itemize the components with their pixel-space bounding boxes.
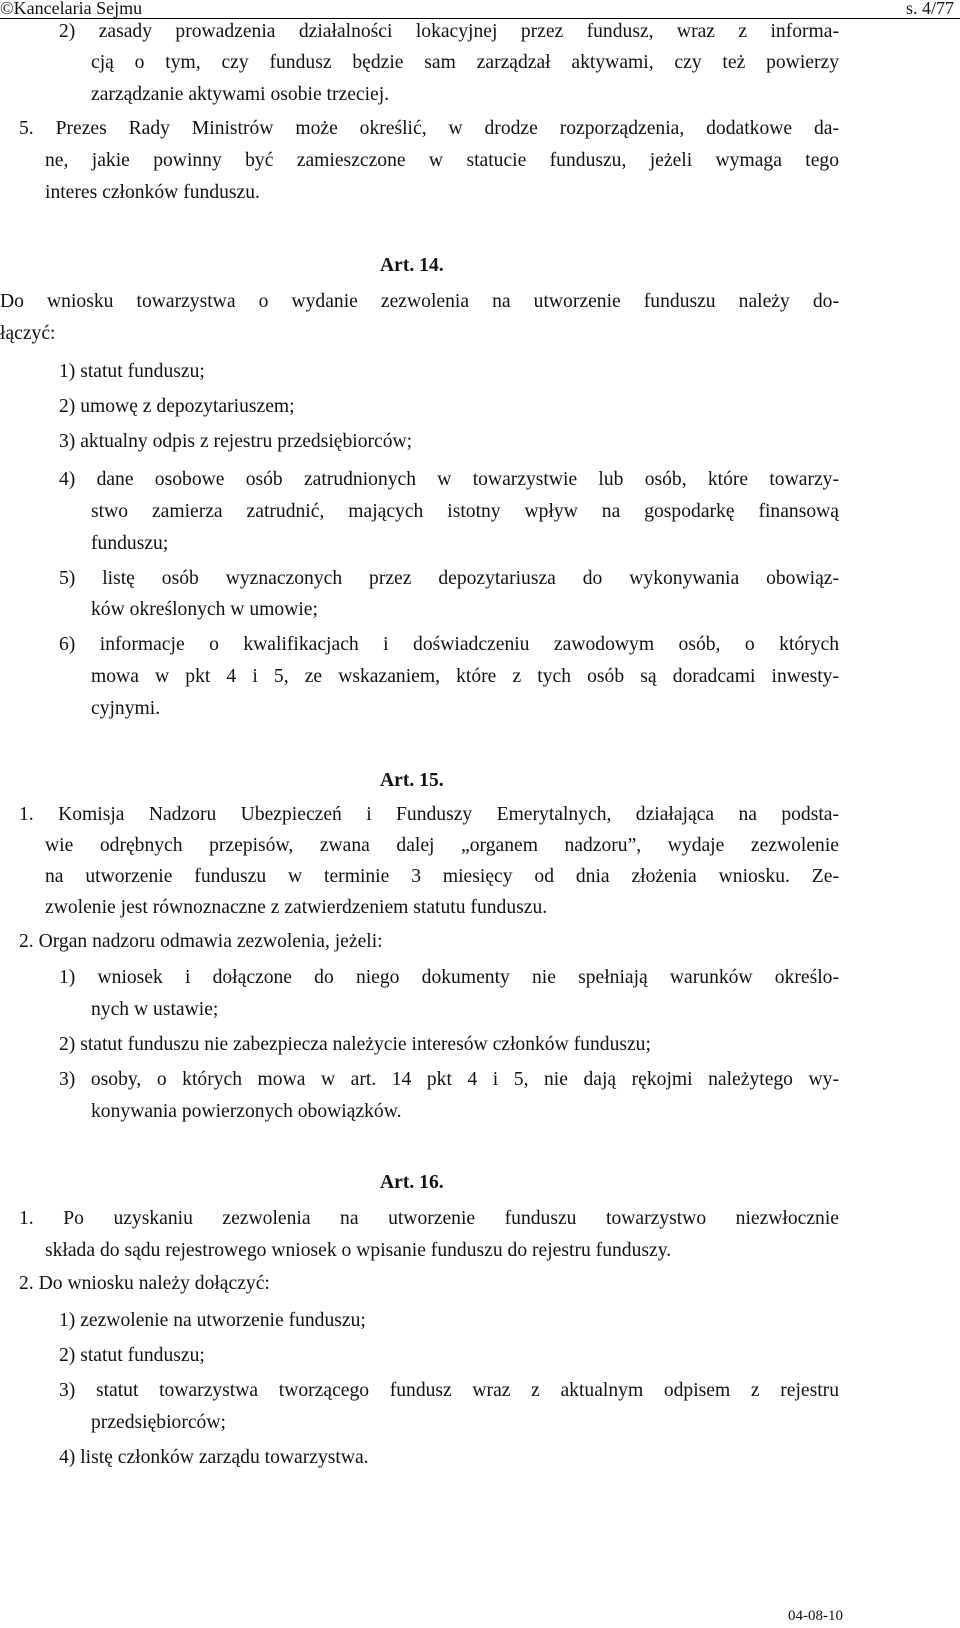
text-line: przedsiębiorców; — [91, 1412, 226, 1433]
text-line: ków określonych w umowie; — [91, 599, 318, 620]
text-line: konywania powierzonych obowiązków. — [91, 1101, 402, 1122]
text-line: składa do sądu rejestrowego wniosek o wpisanie funduszu do rejestru funduszy. — [45, 1240, 672, 1261]
list-item: 2) statut funduszu; — [59, 1345, 205, 1366]
art16-paragraph-2: 2. Do wniosku należy dołączyć: — [19, 1273, 270, 1294]
list-item: 5) listę osób wyznaczonych przez depozytariusza do wykonywania obowiąz- — [59, 568, 839, 589]
text-line: 2) zasady prowadzenia działalności lokacyjnej przez fundusz, wraz z informa- — [59, 21, 839, 42]
text-line: 1. Po uzyskaniu zezwolenia na utworzenie funduszu towarzystwo niezwłocznie — [19, 1208, 839, 1229]
text-line: stwo zamierza zatrudnić, mających istotny wpływ na gospodarkę finansową — [91, 501, 839, 522]
text-line: mowa w pkt 4 i 5, ze wskazaniem, które z tych osób są doradcami inwesty- — [91, 666, 839, 687]
text-line: zwolenie jest równoznaczne z zatwierdzeniem statutu funduszu. — [45, 897, 548, 918]
list-item: 4) listę członków zarządu towarzystwa. — [59, 1447, 369, 1468]
list-item: 3) osoby, o których mowa w art. 14 pkt 4 i 5, nie dają rękojmi należytego wy- — [59, 1069, 839, 1090]
text-line: funduszu; — [91, 533, 169, 554]
list-item: 3) statut towarzystwa tworzącego fundusz wraz z aktualnym odpisem z rejestru — [59, 1380, 839, 1401]
text-line: na utworzenie funduszu w terminie 3 miesięcy od dnia złożenia wniosku. Ze- — [45, 866, 839, 887]
list-item: 1) zezwolenie na utworzenie funduszu; — [59, 1310, 366, 1331]
text-line: interes członków funduszu. — [45, 182, 260, 203]
article-heading: Art. 15. — [380, 770, 444, 791]
text-line: wie odrębnych przepisów, zwana dalej „organem nadzoru”, wydaje zezwolenie — [45, 835, 839, 856]
text-line: 5. Prezes Rady Ministrów może określić, w drodze rozporządzenia, dodatkowe da- — [19, 118, 839, 139]
list-item: 3) aktualny odpis z rejestru przedsiębiorców; — [59, 431, 413, 452]
list-item: 1) statut funduszu; — [59, 361, 205, 382]
footer-date: 04-08-10 — [788, 1608, 843, 1624]
text-line: ne, jakie powinny być zamieszczone w statucie funduszu, jeżeli wymaga tego — [45, 150, 839, 171]
page-number: s. 4/77 — [906, 0, 955, 18]
text-line: Do wniosku towarzystwa o wydanie zezwolenia na utworzenie funduszu należy do- — [0, 291, 839, 312]
text-line: łączyć: — [0, 323, 56, 344]
article-heading: Art. 16. — [380, 1172, 444, 1193]
list-item: 6) informacje o kwalifikacjach i doświadczeniu zawodowym osób, o których — [59, 634, 839, 655]
art15-paragraph-2: 2. Organ nadzoru odmawia zezwolenia, jeżeli: — [19, 931, 383, 952]
text-line: cją o tym, czy fundusz będzie sam zarządzał aktywami, czy też powierzy — [91, 52, 839, 73]
list-item: 2) umowę z depozytariuszem; — [59, 396, 295, 417]
text-line: zarządzanie aktywami osobie trzeciej. — [91, 84, 390, 105]
list-item: 4) dane osobowe osób zatrudnionych w towarzystwie lub osób, które towarzy- — [59, 469, 839, 490]
text-line: nych w ustawie; — [91, 999, 219, 1020]
text-line: 1. Komisja Nadzoru Ubezpieczeń i Funduszy Emerytalnych, działająca na podsta- — [19, 804, 839, 825]
header-source: ©Kancelaria Sejmu — [0, 0, 143, 18]
list-item: 2) statut funduszu nie zabezpiecza należycie interesów członków funduszu; — [59, 1034, 651, 1055]
article-heading: Art. 14. — [380, 255, 444, 276]
list-item: 1) wniosek i dołączone do niego dokumenty nie spełniają warunków określo- — [59, 967, 839, 988]
text-line: cyjnymi. — [91, 698, 161, 719]
